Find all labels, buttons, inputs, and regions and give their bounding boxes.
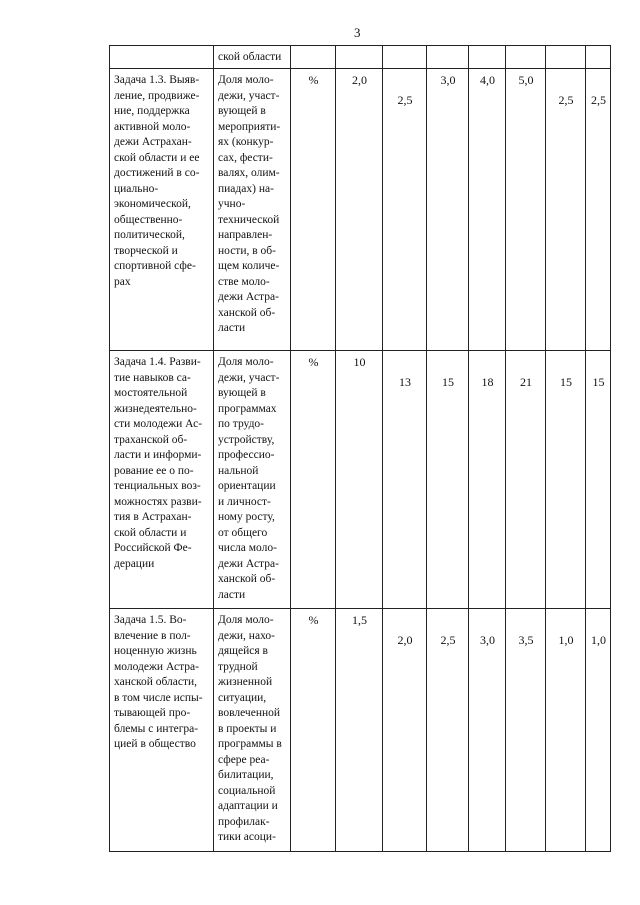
table-cell <box>469 46 506 69</box>
value-cell: 3,5 <box>506 609 546 852</box>
value-cell: 10 <box>336 351 383 609</box>
value-cell: 1,5 <box>336 609 383 852</box>
table-cell <box>291 46 336 69</box>
value-cell: 15 <box>586 351 611 609</box>
table-cell <box>586 46 611 69</box>
value-cell: 18 <box>469 351 506 609</box>
unit-cell: % <box>291 609 336 852</box>
unit-cell: % <box>291 351 336 609</box>
value-cell: 4,0 <box>469 69 506 351</box>
value-cell: 2,0 <box>336 69 383 351</box>
value-cell: 2,5 <box>427 609 469 852</box>
value-cell: 2,0 <box>383 609 427 852</box>
unit-cell: % <box>291 69 336 351</box>
value-cell: 2,5 <box>586 69 611 351</box>
indicator-cell: Доля моло- дежи, нахо- дящейся в трудной жизненной ситуации, вовлеченной в проекты и программы в сфере реа- билитации, социальной адаптации и профилак- тики асоци- <box>214 609 291 852</box>
value-cell: 3,0 <box>469 609 506 852</box>
table-row-task-1-5 <box>110 609 611 852</box>
value-cell: 2,5 <box>546 69 586 351</box>
table-cell <box>110 46 214 69</box>
value-cell: 15 <box>427 351 469 609</box>
table-cell <box>546 46 586 69</box>
table-row-task-1-4 <box>110 351 611 609</box>
value-cell: 1,0 <box>546 609 586 852</box>
value-cell: 21 <box>506 351 546 609</box>
value-cell: 5,0 <box>506 69 546 351</box>
indicator-cell: Доля моло- дежи, участ- вующей в программах по трудо- устройству, профессио- нальной ориентации и личност- ному росту, от общего числа моло- дежи Астра- ханской об- ласти <box>214 351 291 609</box>
value-cell: 1,0 <box>586 609 611 852</box>
table-cell <box>506 46 546 69</box>
value-cell: 15 <box>546 351 586 609</box>
task-cell: Задача 1.3. Выяв- ление, продвиже- ние, поддержка активной моло- дежи Астрахан- ской области и ее достижений в со- циально- экономической, общественно- политической, творческой и спортивной сфе- рах <box>110 69 214 351</box>
continuation-text: ской области <box>214 46 291 69</box>
indicators-table <box>109 45 611 852</box>
value-cell: 2,5 <box>383 69 427 351</box>
table-row-continuation <box>110 46 611 69</box>
table-cell <box>336 46 383 69</box>
page-number: 3 <box>354 25 361 40</box>
indicator-cell: Доля моло- дежи, участ- вующей в мероприяти- ях (конкур- сах, фести- валях, олим- пиадах) на- учно- технической направлен- ности, в об- щем количе- стве моло- дежи Астра- ханской об- ласти <box>214 69 291 351</box>
table-cell <box>427 46 469 69</box>
value-cell: 13 <box>383 351 427 609</box>
value-cell: 3,0 <box>427 69 469 351</box>
table-row-task-1-3 <box>110 69 611 351</box>
task-cell: Задача 1.4. Разви- тие навыков са- мостоятельной жизнедеятельно- сти молодежи Ас- траханской об- ласти и информи- рование ее о по- тенциальных воз- можностях разви- тия в Астрахан- ской области и Российской Фе- дерации <box>110 351 214 609</box>
table-cell <box>383 46 427 69</box>
task-cell: Задача 1.5. Во- влечение в пол- ноценную жизнь молодежи Астра- ханской области, в том числе испы- тывающей про- блемы с интегра- цией в общество <box>110 609 214 852</box>
